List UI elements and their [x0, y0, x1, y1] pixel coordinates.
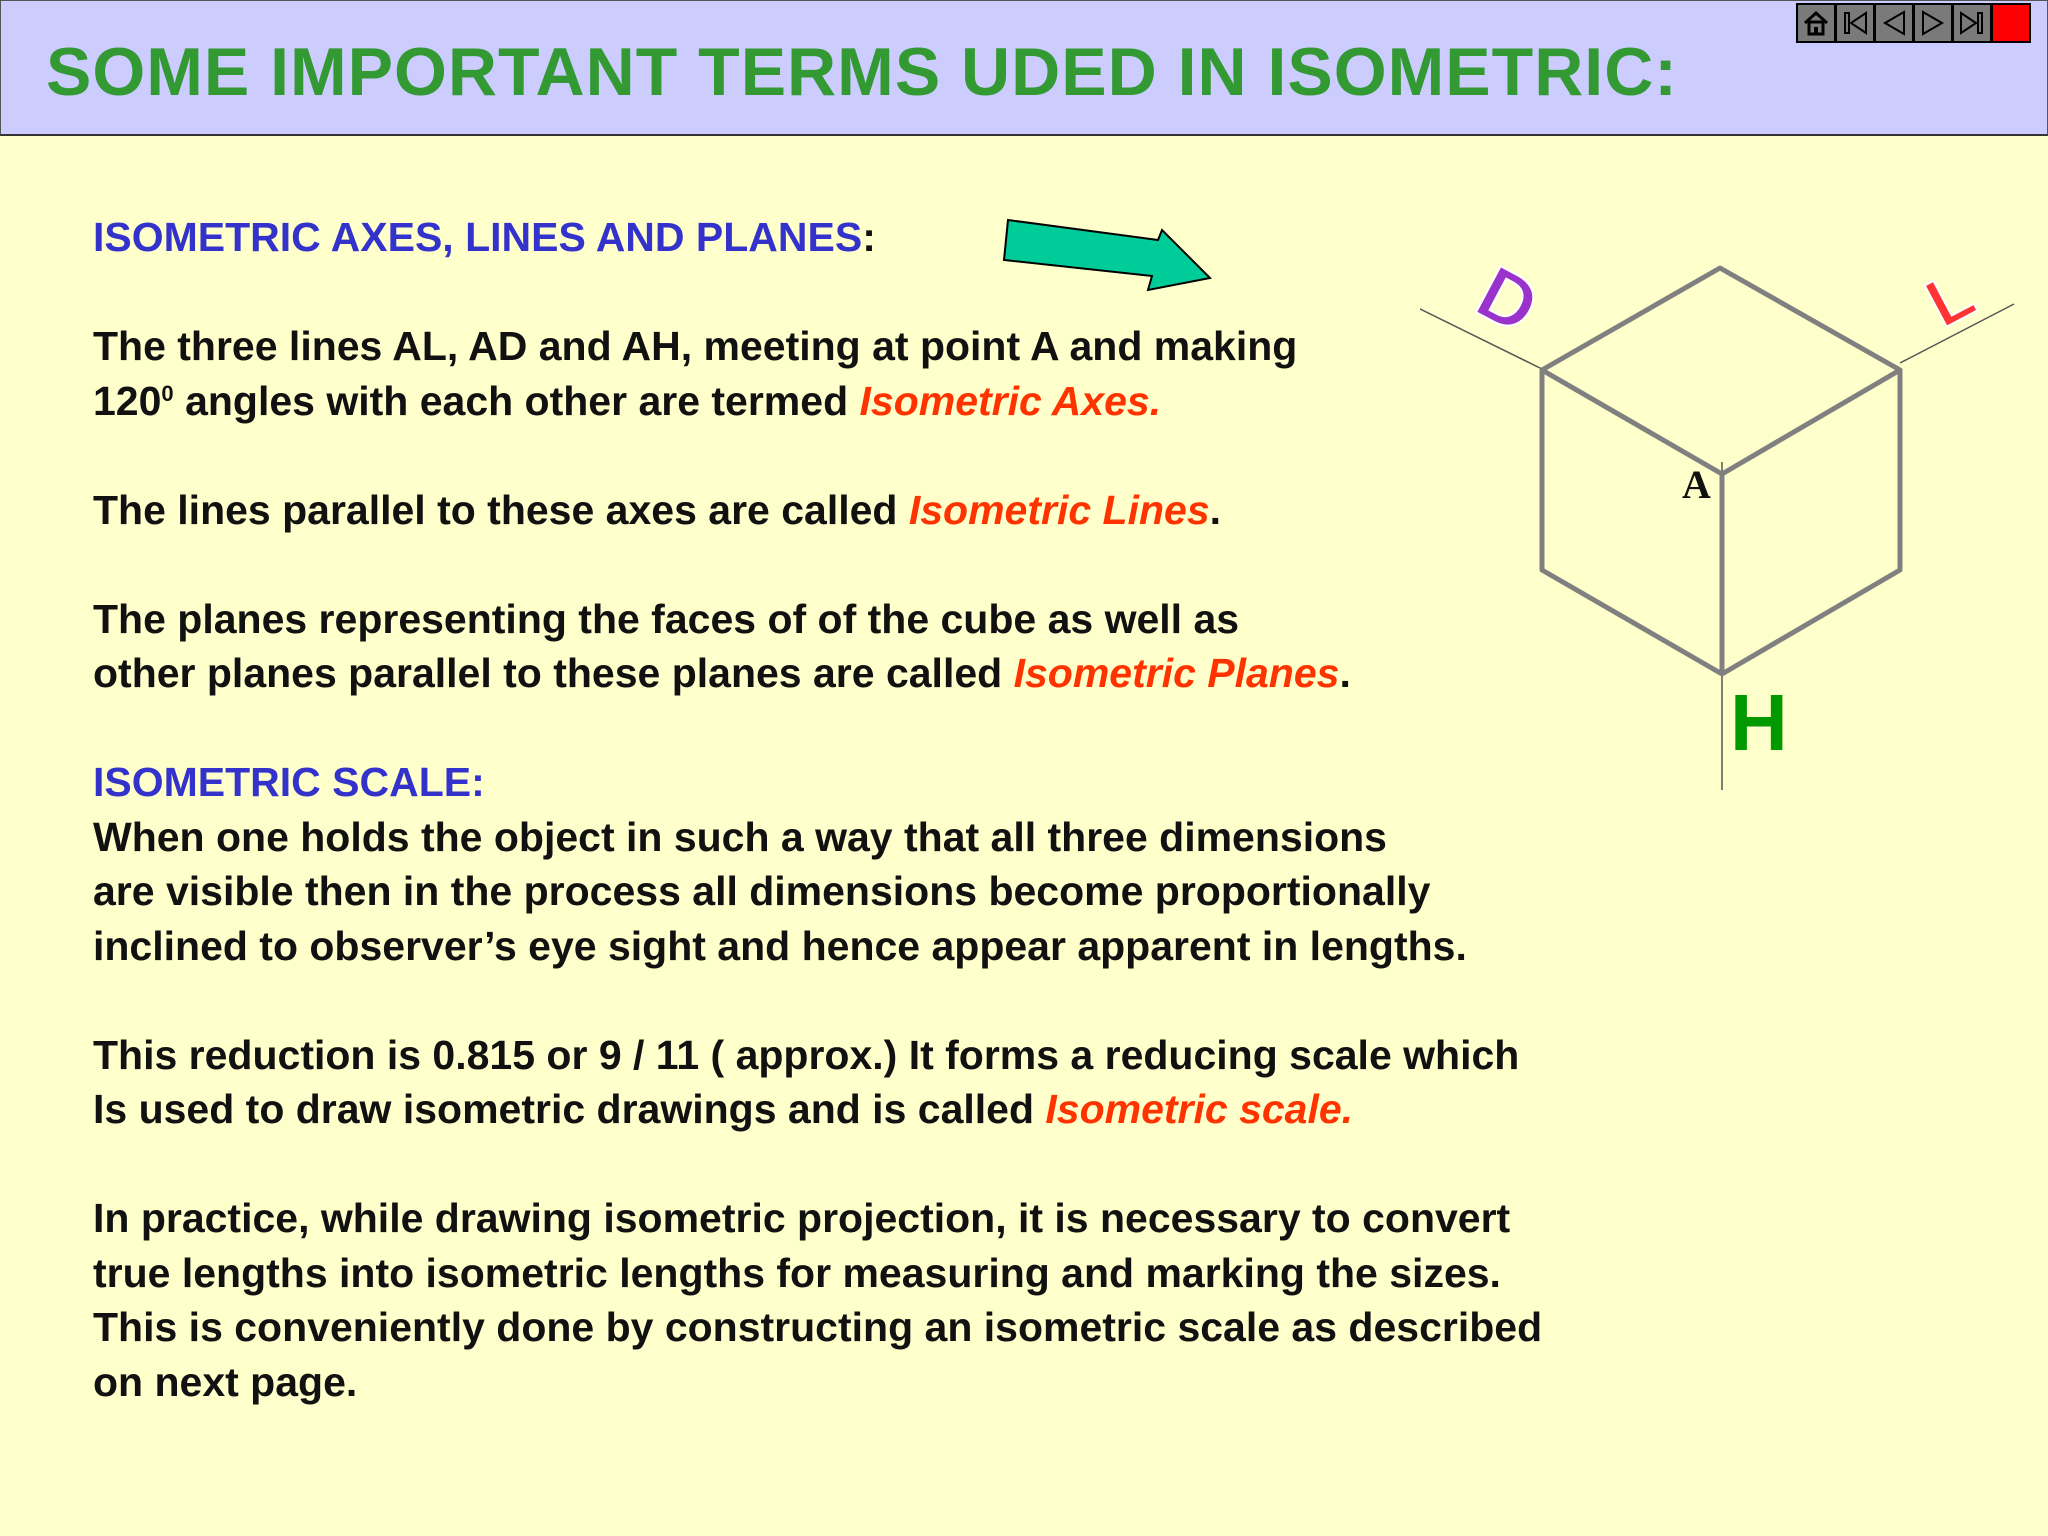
- isometric-cube-diagram: [1420, 240, 2040, 800]
- paragraph-line: The three lines AL, AD and AH, meeting at point A and making: [93, 323, 1298, 369]
- point-label-a: A: [1682, 462, 1711, 507]
- arrow-right-icon: [1000, 208, 1220, 308]
- term-isometric-axes: Isometric Axes.: [859, 377, 1162, 424]
- paragraph-line: The planes representing the faces of of the cube as well as: [93, 595, 1240, 642]
- slide-title: SOME IMPORTANT TERMS UDED IN ISOMETRIC:: [46, 34, 1678, 110]
- first-slide-button[interactable]: [1835, 3, 1875, 43]
- section-heading-axes: ISOMETRIC AXES, LINES AND PLANES:: [93, 214, 876, 260]
- slide-header: [0, 0, 2048, 136]
- cube-edges: [1542, 268, 1900, 674]
- home-icon: [1801, 8, 1831, 38]
- term-isometric-planes: Isometric Planes: [1013, 650, 1340, 696]
- last-slide-button[interactable]: [1952, 3, 1992, 43]
- paragraph-line: When one holds the object in such a way that all three dimensions: [93, 813, 1387, 860]
- term-isometric-lines: Isometric Lines: [908, 486, 1210, 533]
- next-slide-button[interactable]: [1913, 3, 1953, 43]
- axis-label-h: H: [1730, 678, 1788, 767]
- paragraph-line: This reduction is 0.815 or 9 / 11 ( approx.) It forms a reducing scale which: [93, 1031, 1520, 1078]
- paragraph-line: inclined to observer’s eye sight and hence appear apparent in lengths.: [93, 922, 1467, 969]
- next-slide-icon: [1918, 8, 1948, 38]
- term-isometric-scale: Isometric scale.: [1045, 1086, 1354, 1132]
- axis-label-l: L: [1914, 255, 1987, 343]
- paragraph-line: on next page.: [93, 1358, 358, 1405]
- isometric-axis-lines: [1420, 304, 2014, 790]
- paragraph-line: The lines parallel to these axes are called Isometric Lines.: [93, 486, 1222, 533]
- home-button[interactable]: [1796, 3, 1836, 43]
- paragraph-line: This is conveniently done by constructing an isometric scale as described: [93, 1304, 1543, 1350]
- paragraph-line: In practice, while drawing isometric projection, it is necessary to convert: [93, 1195, 1511, 1241]
- stop-button[interactable]: [1991, 3, 2031, 43]
- slide-navigation-bar: [1796, 3, 2030, 43]
- previous-slide-icon: [1879, 8, 1909, 38]
- last-slide-icon: [1957, 8, 1987, 38]
- section-heading-scale: ISOMETRIC SCALE:: [93, 759, 485, 805]
- paragraph-line: $120^0$ angles with each other are termed Isometric Axes.: [93, 377, 1162, 424]
- axis-label-d: D: [1463, 249, 1552, 351]
- paragraph-line: other planes parallel to these planes are called Isometric Planes.: [93, 650, 1351, 696]
- paragraph-line: are visible then in the process all dimensions become proportionally: [93, 868, 1431, 914]
- previous-slide-button[interactable]: [1874, 3, 1914, 43]
- first-slide-icon: [1840, 8, 1870, 38]
- paragraph-line: Is used to draw isometric drawings and is called Isometric scale.: [93, 1086, 1354, 1132]
- paragraph-line: true lengths into isometric lengths for measuring and marking the sizes.: [93, 1249, 1501, 1296]
